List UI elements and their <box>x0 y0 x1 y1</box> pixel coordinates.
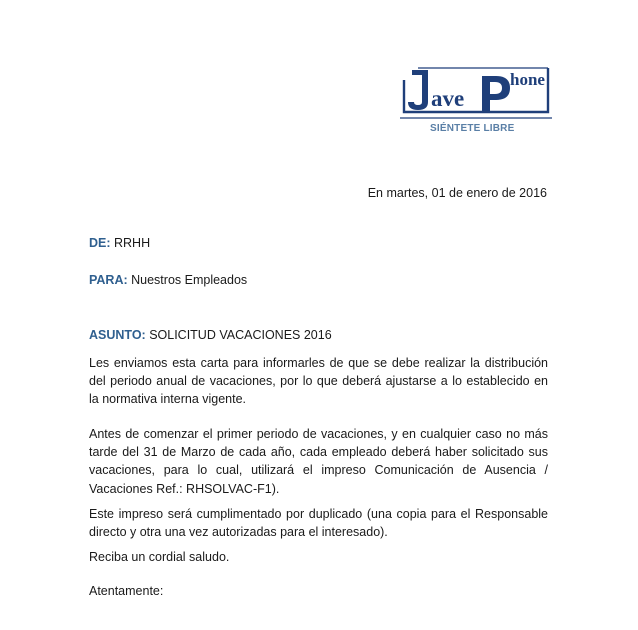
date-line: En martes, 01 de enero de 2016 <box>367 186 547 200</box>
from-line <box>89 236 150 250</box>
subject-value: SOLICITUD VACACIONES 2016 <box>145 328 332 342</box>
body-paragraph-2: Antes de comenzar el primer periodo de vacaciones, y en cualquier caso no más tarde del 31 de Marzo de cada año, cada empleado deberá haber solicitado sus vacaciones, para lo cual, utilizará el impreso Comunicación de Ausencia / Vacaciones Ref.: RHSOLVAC-F1). <box>89 427 548 496</box>
body-paragraph-3: Este impreso será cumplimentado por duplicado (una copia para el Responsable directo y otra una vez autorizadas para el interesado). <box>89 507 548 540</box>
sign-off-line: Atentamente: <box>89 584 164 598</box>
javephone-logo-icon <box>398 62 556 124</box>
from-value: RRHH <box>110 236 151 250</box>
closing-line: Reciba un cordial saludo. <box>89 550 230 564</box>
to-line <box>89 273 247 287</box>
subject-label: ASUNTO: <box>89 328 146 342</box>
body-paragraph-1: Les enviamos esta carta para informarles de que se debe realizar la distribución del periodo anual de vacaciones, por lo que deberá ajustarse a lo establecido en la normativa interna vigente. <box>89 356 548 407</box>
to-value: Nuestros Empleados <box>127 273 248 287</box>
logo-right-word: hone <box>510 70 545 89</box>
to-label: PARA: <box>89 273 128 287</box>
subject-line <box>89 328 332 342</box>
logo-left-word: ave <box>431 86 465 111</box>
logo-slogan: SIÉNTETE LIBRE <box>430 123 515 134</box>
from-label: DE: <box>89 236 111 250</box>
